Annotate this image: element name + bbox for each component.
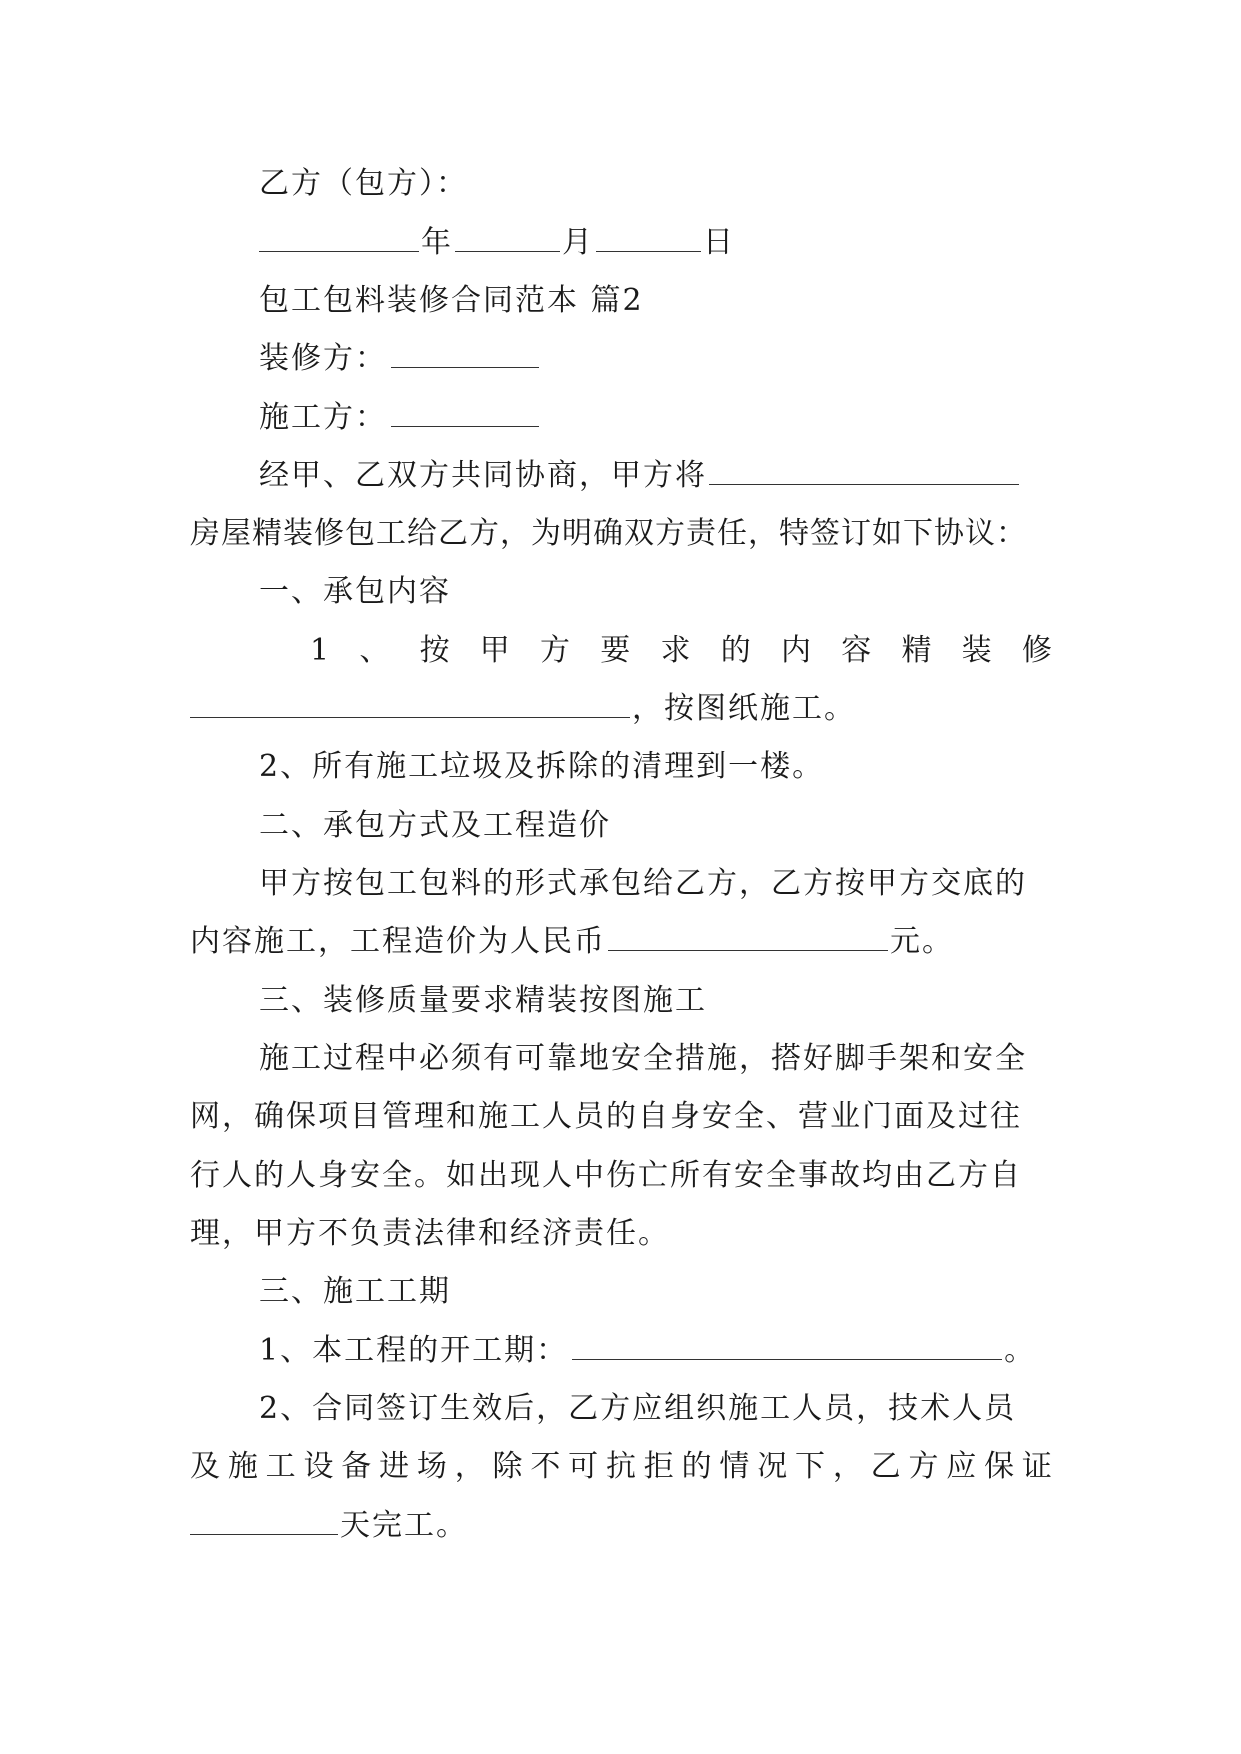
s1-item1-line1	[310, 631, 1052, 671]
char: 应	[946, 1449, 977, 1484]
char: 方	[908, 1449, 939, 1484]
section-heading	[259, 281, 644, 321]
decorator-line	[259, 339, 541, 379]
s3-para-d: 理，甲方不负责法律和经济责任。	[190, 1216, 670, 1251]
month-blank	[455, 225, 560, 252]
char: 内	[780, 633, 811, 668]
s4-item1-end: 。	[1004, 1333, 1037, 1368]
s2-para-a: 甲方按包工包料的形式承包给乙方，乙方按甲方交底的	[259, 866, 1027, 901]
s2-para-b1: 内容施工，工程造价为人民币	[190, 924, 606, 959]
s3-title-text: 三、装修质量要求精装按图施工	[259, 983, 707, 1018]
s4-item2-c: 天完工。	[340, 1508, 468, 1543]
char: 甲	[479, 633, 510, 668]
char: 拒	[643, 1449, 674, 1484]
char: 除	[492, 1449, 523, 1484]
s1-item2	[259, 747, 824, 787]
intro-line-1	[259, 456, 1021, 496]
char: 乙	[870, 1449, 901, 1484]
start-date-blank	[572, 1333, 1002, 1360]
s4-item2-line1	[259, 1389, 1016, 1429]
days-blank	[190, 1508, 338, 1535]
s2-title	[259, 806, 611, 846]
char: 的	[720, 633, 751, 668]
char: 修	[1021, 633, 1052, 668]
s1-item2-text: 2、所有施工垃圾及拆除的清理到一楼。	[259, 749, 825, 784]
s4-item2-line2	[190, 1447, 1052, 1487]
s3-para-b: 网，确保项目管理和施工人员的自身安全、营业门面及过往	[190, 1099, 1022, 1134]
year-label: 年	[421, 225, 453, 260]
char: 保	[984, 1449, 1015, 1484]
char: 、	[359, 633, 390, 668]
property-blank	[709, 458, 1019, 485]
heading-text: 包工包料装修合同范本 篇2	[259, 283, 644, 318]
s4-title-text: 三、施工工期	[259, 1274, 451, 1309]
intro-text-b: 房屋精装修包工给乙方，为明确双方责任，特签订如下协议：	[190, 516, 1027, 551]
decorator-blank	[391, 341, 539, 368]
char: 抗	[605, 1449, 636, 1484]
builder-line	[259, 398, 541, 438]
month-label: 月	[562, 225, 594, 260]
char: ，	[832, 1449, 863, 1484]
char: 装	[961, 633, 992, 668]
char: 工	[265, 1449, 296, 1484]
scope-blank	[190, 691, 630, 718]
s1-item1-line2	[190, 689, 856, 729]
char: 场	[416, 1449, 447, 1484]
party-b-line	[259, 164, 468, 204]
year-blank	[259, 225, 419, 252]
char: 容	[841, 633, 872, 668]
char: 施	[227, 1449, 258, 1484]
char: 按	[419, 633, 450, 668]
builder-blank	[391, 400, 539, 427]
char: 的	[681, 1449, 712, 1484]
day-blank	[596, 225, 701, 252]
char: 可	[568, 1449, 599, 1484]
char: 方	[540, 633, 571, 668]
char: 求	[660, 633, 691, 668]
char: 情	[719, 1449, 750, 1484]
s3-para-line1	[259, 1039, 1027, 1079]
s3-para-line4	[190, 1214, 670, 1254]
s1-title-text: 一、承包内容	[259, 574, 451, 609]
date-line	[259, 223, 735, 263]
char: 不	[530, 1449, 561, 1484]
decorator-label: 装修方：	[259, 341, 387, 376]
char: 况	[757, 1449, 788, 1484]
s3-para-c: 行人的人身安全。如出现人中伤亡所有安全事故均由乙方自	[190, 1158, 1022, 1193]
s3-title	[259, 981, 707, 1021]
s2-para-line1	[259, 864, 1027, 904]
char: ，	[454, 1449, 485, 1484]
s3-para-line2	[190, 1097, 1022, 1137]
char: 及	[190, 1449, 220, 1484]
builder-label: 施工方：	[259, 400, 387, 435]
char: 设	[303, 1449, 334, 1484]
s3-para-line3	[190, 1156, 1022, 1196]
s4-item2-a: 2、合同签订生效后，乙方应组织施工人员，技术人员	[259, 1391, 1017, 1426]
party-b-label: 乙方（包方）：	[259, 166, 468, 201]
s2-title-text: 二、承包方式及工程造价	[259, 808, 611, 843]
char: 要	[600, 633, 631, 668]
s1-item1-tail: ，按图纸施工。	[632, 691, 856, 726]
char: 进	[379, 1449, 410, 1484]
s4-item1-text: 1、本工程的开工期：	[259, 1333, 569, 1368]
day-label: 日	[703, 225, 735, 260]
char: 精	[901, 633, 932, 668]
s4-item2-line3	[190, 1506, 468, 1546]
s4-title	[259, 1272, 451, 1312]
char: 备	[341, 1449, 372, 1484]
intro-text-a: 经甲、乙双方共同协商，甲方将	[259, 458, 707, 493]
s2-para-line2	[190, 922, 954, 962]
s3-para-a: 施工过程中必须有可靠地安全措施，搭好脚手架和安全	[259, 1041, 1027, 1076]
char: 下	[795, 1449, 825, 1484]
s2-para-b2: 元。	[890, 924, 954, 959]
intro-line-2	[190, 514, 1027, 554]
s4-item1	[259, 1331, 1036, 1371]
price-blank	[608, 924, 888, 951]
char: 证	[1021, 1449, 1052, 1484]
char: 1	[310, 633, 330, 668]
s1-title	[259, 572, 451, 612]
